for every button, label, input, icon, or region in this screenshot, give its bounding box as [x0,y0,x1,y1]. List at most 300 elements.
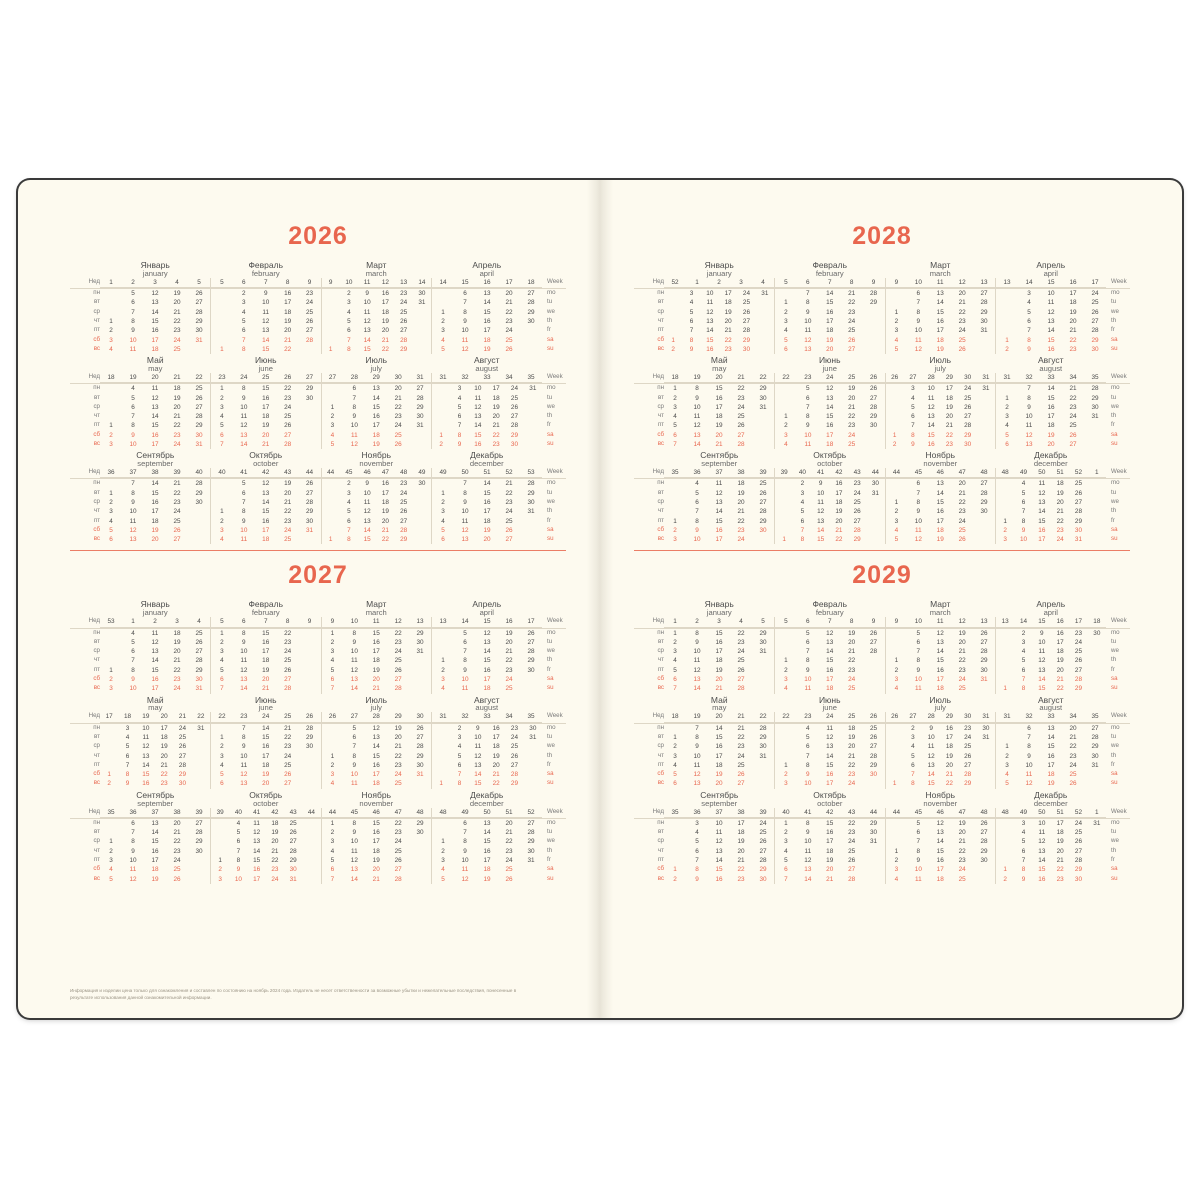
month-day-row [100,489,211,498]
day-cell: 31 [416,422,424,430]
week-number: 48 [395,468,413,478]
day-cell: 11 [129,517,137,525]
month-day-row [321,647,432,656]
day-cell: 5 [352,724,357,732]
day-cell [973,535,995,544]
day-cell: 8 [463,308,467,316]
day-cell: 26 [869,385,878,393]
day-cell: 25 [958,526,966,534]
day-cell: 23 [848,771,856,779]
month-day-row [996,723,1107,733]
weekday-label-ru: вс [93,779,100,787]
day-cell: 10 [804,838,812,846]
month-day-row [885,345,996,354]
weekday-label-en: su [1111,535,1118,543]
week-number: 37 [144,808,166,818]
day-cell: 21 [848,752,856,760]
day-cell: 23 [505,666,513,674]
weekday-label-en: we [1111,647,1119,655]
day-cell: 6 [463,290,467,298]
month-day-row [100,317,211,326]
month-day-row [432,638,543,647]
day-cell: 24 [505,327,513,335]
day-cell: 10 [914,327,922,335]
day-cell: 9 [457,441,462,448]
day-cell: 22 [160,771,168,779]
day-cell [973,875,995,884]
day-cell: 5 [911,752,915,760]
day-cell: 14 [1047,385,1055,393]
day-cell: 28 [1074,857,1083,864]
day-cell: 22 [284,385,292,393]
day-cell: 13 [151,403,159,411]
day-cell: 18 [151,866,159,874]
day-cell [1088,656,1106,665]
month-day-row [775,431,886,440]
day-cell: 13 [151,299,159,307]
month-day-row [885,289,996,299]
day-cell: 21 [271,847,279,855]
day-cell: 15 [826,657,834,665]
day-cell: 16 [262,638,270,646]
day-cell: 18 [262,657,270,665]
day-cell: 22 [394,403,402,411]
day-cell: 11 [129,345,137,353]
day-cell: 12 [1025,780,1033,788]
day-cell: 14 [363,526,371,534]
month-name-ru: Апрель [1036,599,1066,610]
day-cell: 2 [784,771,788,779]
weekday-label-ru: пт [93,326,100,334]
month-day-row [211,535,322,544]
month-weeknumbers [211,278,322,289]
weekday-label-ru: пн [93,818,100,826]
day-cell: 26 [173,875,181,883]
day-cell [520,336,542,345]
spacer [634,600,664,617]
weekday-label-ru: сб [657,430,664,438]
day-cell: 4 [894,336,899,344]
day-cell: 5 [347,318,351,326]
month-day-row [211,752,322,761]
day-cell: 4 [347,308,351,316]
day-cell: 2 [911,724,915,732]
month-name-ru: Октябрь [813,450,847,461]
day-cell: 3 [800,489,805,497]
day-cell: 22 [173,489,181,497]
day-cell: 25 [964,394,972,402]
day-cell: 24 [510,734,519,742]
day-cell: 24 [848,676,856,683]
day-cell: 25 [869,724,878,732]
day-cell: 25 [284,536,292,544]
day-cell: 16 [483,666,491,674]
day-cell: 11 [1025,422,1033,430]
day-cell [413,498,431,507]
day-cell: 27 [980,829,988,837]
day-cell: 10 [234,875,242,883]
day-cell: 23 [510,724,519,732]
year-divider [70,550,566,551]
day-cell: 7 [131,308,135,316]
day-cell [520,345,542,354]
month-day-row [885,770,996,779]
day-cell: 30 [416,413,424,421]
day-cell: 6 [806,394,810,402]
month-weeknumbers [100,712,211,723]
day-cell [322,517,340,526]
day-cell: 1 [441,657,445,665]
month-day-row [775,336,886,345]
day-cell: 21 [958,489,966,497]
month-day-row [321,345,432,354]
day-cell: 1 [328,536,333,544]
day-cell: 21 [492,771,500,779]
day-cell: 3 [218,875,222,883]
month-header [321,261,432,278]
month-day-row [775,384,886,394]
day-cell [100,394,122,403]
week-number: 7 [255,278,277,288]
day-cell [302,875,320,884]
day-cell: 27 [1091,318,1099,326]
day-cell: 3 [894,676,899,683]
day-cell: 17 [1069,290,1077,298]
month-name-ru: Май [146,355,164,366]
day-cell [432,819,454,828]
weekday-label-en: sa [1111,525,1118,533]
day-cell: 10 [715,819,723,827]
day-cell: 21 [848,290,856,298]
day-cell: 27 [869,638,878,646]
day-cell [996,326,1018,335]
day-cell: 22 [1069,394,1077,402]
day-cell: 6 [457,761,462,769]
month-day-row [100,666,211,675]
day-cell: 23 [394,638,402,646]
month-day-row [885,666,996,675]
day-cell: 29 [869,413,878,421]
day-cell: 15 [474,431,482,439]
week-number: 14 [413,278,431,288]
day-cell: 18 [715,761,723,769]
week-number: 29 [940,712,958,722]
day-cell: 5 [441,345,445,353]
day-cell: 25 [1069,422,1077,430]
day-cell: 3 [673,752,677,760]
day-cell: 16 [715,526,723,534]
month-day-row [211,431,322,440]
day-cell: 19 [505,629,513,637]
day-cell: 7 [695,857,699,864]
month-header [885,261,996,278]
week-number: 39 [775,468,793,478]
day-cell: 17 [151,441,159,448]
month-weeknumbers [432,373,543,384]
day-cell: 16 [826,308,834,316]
weekday-label-en: sa [547,770,554,778]
month-day-row [100,742,211,751]
month-name-en: september [137,459,174,469]
day-cell: 1 [671,336,675,344]
day-cell [524,752,542,761]
day-cell: 24 [737,648,745,656]
week-number: 7 [819,617,841,627]
day-cell [432,289,454,298]
day-cell: 3 [220,648,224,656]
day-cell [299,684,321,693]
day-cell [524,421,542,430]
day-cell [322,489,340,498]
day-cell: 15 [1038,517,1046,525]
day-cell: 6 [1021,847,1026,855]
day-cell: 11 [915,526,922,534]
day-cell: 28 [759,724,767,732]
day-cell: 9 [695,638,699,646]
day-cell [1088,507,1106,516]
month-day-row [100,723,211,733]
month-day-row [775,770,886,779]
day-cell: 2 [220,743,224,751]
day-cell: 5 [695,838,699,846]
day-cell: 26 [980,629,988,637]
day-cell [886,394,904,403]
month-name-ru: Октябрь [249,450,283,461]
day-cell: 30 [980,508,988,516]
day-cell: 9 [236,866,241,874]
day-cell: 7 [911,771,915,779]
month-day-row [996,526,1107,535]
day-cell: 18 [483,336,491,344]
day-cell: 27 [980,638,988,646]
month-day-row [885,818,996,828]
month-weeknumbers [432,468,543,479]
month-day-row [996,440,1107,449]
day-cell: 8 [695,629,699,637]
day-cell: 21 [372,685,380,693]
day-cell [886,403,904,412]
day-cell: 17 [262,403,270,411]
month-name-ru: Июль [365,694,388,705]
month-header [996,356,1107,373]
day-cell: 20 [945,761,953,769]
day-cell [866,517,884,526]
day-cell: 14 [1047,327,1055,335]
day-cell: 20 [1069,318,1077,326]
day-cell [192,779,210,788]
weekday-label-en: we [1111,837,1119,845]
weekday-label-en: th [1111,507,1117,515]
month-name-en: july [934,703,946,713]
day-cell: 30 [195,676,203,683]
day-cell: 24 [964,385,972,393]
day-cell: 24 [1069,761,1077,769]
day-cell [299,675,321,684]
day-cell: 16 [474,441,482,448]
month-weeknumbers [100,278,211,289]
day-cell: 26 [848,336,856,344]
day-cell: 9 [365,480,369,488]
day-cell: 6 [673,780,677,788]
day-cell [1084,779,1106,788]
week-number: 48 [973,808,995,818]
weekday-label-en: fr [547,516,551,524]
day-cell: 7 [911,422,915,430]
week-number: 39 [166,468,188,478]
day-cell: 21 [173,480,181,488]
day-cell: 26 [1091,308,1099,316]
day-cell: 29 [1091,394,1099,402]
weekday-label-en: th [547,846,553,854]
month-day-row [775,733,886,742]
month-day-row [100,628,211,638]
spacer [1106,696,1130,713]
day-cell: 18 [262,413,270,421]
day-cell: 24 [173,685,181,693]
month-day-row [321,289,432,299]
day-cell: 30 [178,780,187,788]
day-cell: 28 [869,648,878,656]
week-number: 8 [841,278,863,288]
day-cell: 28 [759,857,767,864]
day-cell [413,526,431,535]
day-cell: 19 [151,526,159,534]
day-cell: 1 [330,752,335,760]
week-label-en: Week [542,278,566,289]
day-cell: 26 [289,829,297,837]
day-cell: 24 [1069,413,1077,421]
day-cell: 19 [848,629,856,637]
day-cell: 20 [381,327,389,335]
day-cell: 11 [151,629,159,637]
month-day-row [664,856,775,865]
weekday-label-en: fr [1111,760,1115,768]
day-cell: 12 [693,771,701,779]
weekday-label-ru: пт [657,516,664,524]
day-cell: 8 [689,336,694,344]
day-cell: 20 [271,838,279,846]
week-number: 44 [322,808,344,818]
day-cell: 5 [457,752,462,760]
day-cell: 27 [759,847,767,855]
month-weeknumbers [211,712,322,723]
day-cell: 1 [220,629,224,637]
day-cell: 30 [1074,526,1083,534]
day-cell: 22 [394,752,402,760]
day-cell [1088,479,1106,488]
week-number: 13 [973,278,995,288]
weekday-label-en: mo [547,628,556,636]
month-day-row [996,326,1107,335]
month-day-row [664,837,775,846]
day-cell: 25 [284,761,292,769]
day-cell: 18 [1047,422,1055,430]
week-number: 17 [520,617,542,627]
weekday-label-en: sa [1111,430,1118,438]
month-day-row [775,345,886,354]
day-cell: 24 [1091,290,1099,298]
day-cell: 4 [800,499,805,507]
day-cell: 19 [381,508,389,516]
day-cell: 20 [715,780,723,788]
week-number: 24 [255,712,277,722]
day-cell: 6 [463,638,467,646]
day-cell: 23 [848,829,856,837]
month-header [432,261,543,278]
day-cell: 22 [724,336,732,344]
day-cell: 2 [218,866,222,874]
week-number: 40 [211,468,233,478]
day-cell: 4 [784,685,788,693]
day-cell: 4 [131,385,135,393]
day-cell: 29 [759,385,767,393]
month-day-row [432,761,543,770]
day-cell: 5 [1005,431,1009,439]
day-cell [752,421,774,430]
day-cell [302,865,320,874]
week-number: 2 [144,617,166,627]
month-name-en: september [701,798,738,808]
day-cell: 28 [1091,734,1099,742]
day-cell: 15 [826,299,834,307]
day-cell: 25 [737,413,745,421]
month-weeknumbers [321,468,432,479]
day-cell: 15 [936,308,944,316]
day-cell: 7 [1027,385,1031,393]
day-cell: 24 [759,819,767,827]
day-cell: 19 [715,422,723,430]
day-cell: 30 [1091,345,1099,353]
day-cell: 26 [980,819,988,827]
day-cell: 21 [1056,857,1064,864]
day-cell: 22 [505,657,513,665]
month-day-row [885,498,996,507]
day-cell [1088,828,1106,837]
day-cell: 24 [510,385,519,393]
day-cell: 26 [737,666,745,674]
month-name-ru: Август [473,355,500,366]
weekday-label-ru: вт [94,393,100,401]
month-header [885,600,996,617]
day-cell: 26 [853,508,861,516]
day-cell: 29 [195,318,203,326]
week-label-en: Week [542,808,566,819]
week-number: 36 [686,808,708,818]
day-cell: 6 [242,327,246,335]
day-cell: 27 [964,413,972,421]
weekday-label-en: we [547,498,555,506]
month-weeknumbers [885,278,996,289]
day-cell: 16 [1038,875,1046,883]
day-cell: 16 [262,517,270,525]
day-cell: 8 [806,413,810,421]
week-label-ru: Нед [634,808,664,819]
day-cell: 5 [125,743,130,751]
day-cell [775,507,793,516]
month-day-row [211,289,322,299]
day-cell: 29 [527,489,535,497]
day-cell: 5 [673,771,677,779]
day-cell: 21 [835,526,843,534]
day-cell: 8 [125,771,130,779]
day-cell [775,489,793,498]
weekday-label-ru: сб [93,430,100,438]
week-number: 37 [708,808,730,818]
month-weeknumbers [211,468,322,479]
day-cell: 11 [461,336,469,344]
month-day-row [100,761,211,770]
day-cell: 26 [284,771,292,779]
